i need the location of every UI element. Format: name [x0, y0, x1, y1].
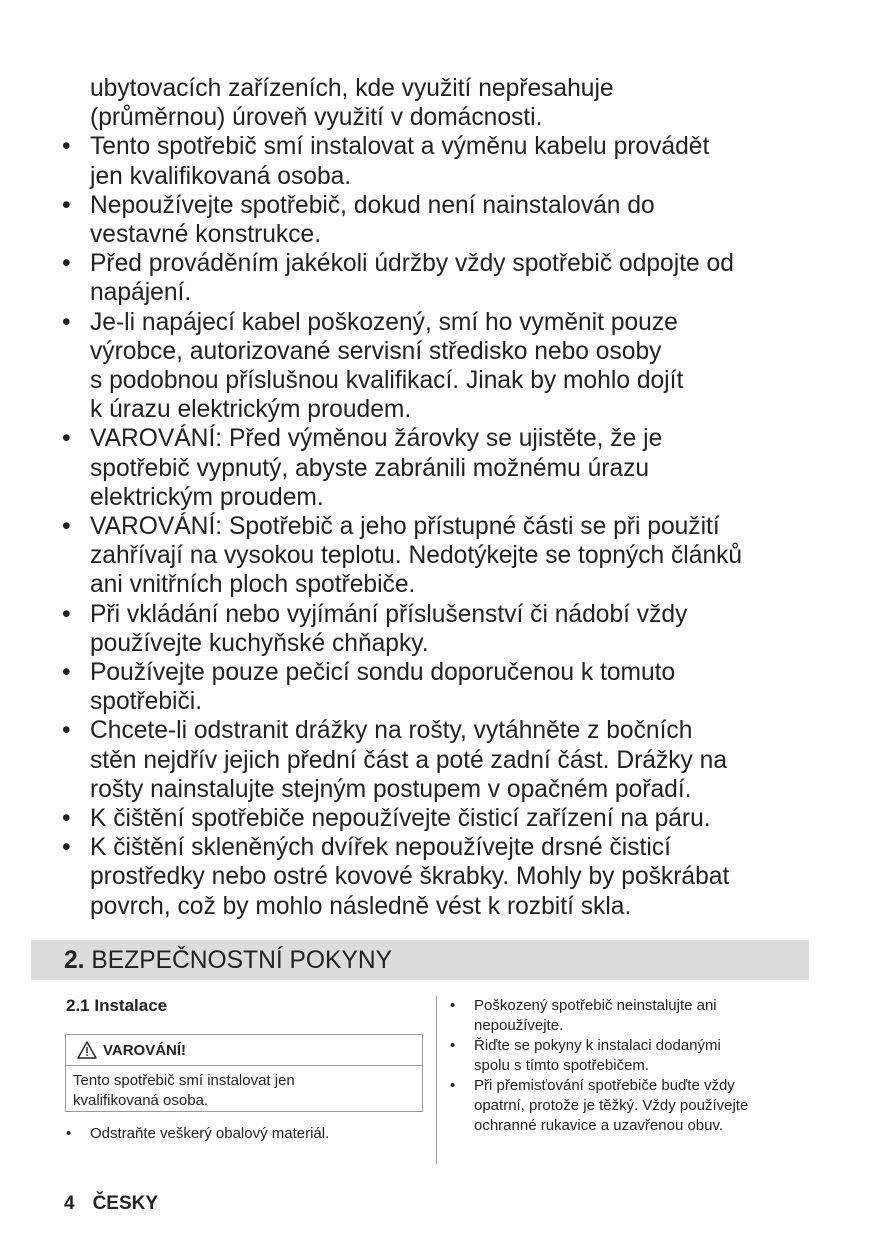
warning-triangle-icon — [77, 1041, 97, 1059]
bullet-line: s podobnou příslušnou kvalifikací. Jinak by mohlo dojít — [90, 367, 684, 395]
bullet-line: jen kvalifikovaná osoba. — [90, 162, 352, 190]
column-divider — [436, 996, 437, 1164]
bullet-item — [62, 249, 822, 307]
subsection-title: 2.1 Instalace — [66, 996, 168, 1015]
list-item-line: nepoužívejte. — [474, 1017, 564, 1034]
warning-text-line: Tento spotřebič smí instalovat jen — [73, 1072, 295, 1089]
bullet-item — [62, 132, 822, 190]
footer-language: ČESKY — [92, 1193, 159, 1214]
bullet-item — [62, 600, 822, 658]
bullet-item — [62, 658, 822, 716]
right-column-list — [450, 996, 810, 1136]
bullet-line: ani vnitřních ploch spotřebiče. — [90, 571, 416, 599]
bullet-line: povrch, což by mohlo následně vést k rozbití skla. — [90, 892, 632, 920]
bullet-line: stěn nejdřív jejich přední část a poté zadní část. Drážky na — [90, 746, 728, 774]
bullet-line: spotřebič vypnutý, abyste zabránili možnému úrazu — [90, 454, 650, 482]
bullet-line: • VAROVÁNÍ: Před výměnou žárovky se ujistěte, že je — [90, 425, 663, 453]
bullet-line: • K čištění skleněných dvířek nepoužívejte drsné čisticí — [90, 834, 671, 862]
warning-header — [66, 1035, 422, 1066]
list-item-line: • Řiďte se pokyny k instalaci dodanými — [474, 1037, 721, 1054]
section-number: 2. — [64, 947, 85, 974]
list-item-line: ochranné rukavice a uzavřenou obuv. — [474, 1117, 724, 1134]
bullet-line: • VAROVÁNÍ: Spotřebič a jeho přístupné části se při použití — [90, 513, 720, 541]
left-column-list — [66, 1124, 426, 1144]
list-item-line: opatrní, protože je těžký. Vždy používejte — [474, 1097, 749, 1114]
list-item-line: spolu s tímto spotřebičem. — [474, 1057, 650, 1074]
bullet-line: • K čištění spotřebiče nepoužívejte čisticí zařízení na páru. — [90, 805, 711, 833]
bullet-line: • Používejte pouze pečicí sondu doporučenou k tomuto — [90, 659, 676, 687]
list-item — [66, 1124, 426, 1144]
bullet-line: prostředky nebo ostré kovové škrabky. Mohly by poškrábat — [90, 863, 730, 891]
list-item-line: • Odstraňte veškerý obalový materiál. — [90, 1125, 330, 1142]
bullet-line: • Je-li napájecí kabel poškozený, smí ho vyměnit pouze — [90, 308, 678, 336]
section-title — [64, 948, 392, 974]
bullet-line: zahřívají na vysokou teplotu. Nedotýkejte se topných článků — [90, 542, 743, 570]
bullet-line: napájení. — [90, 279, 192, 307]
bullet-line: • Tento spotřebič smí instalovat a výměnu kabelu provádět — [90, 133, 710, 161]
bullet-item — [62, 716, 822, 804]
page-number: 4 — [64, 1193, 75, 1214]
list-item-line: • Poškozený spotřebič neinstalujte ani — [474, 997, 717, 1014]
intro-line: ubytovacích zařízeních, kde využití nepřesahuje — [90, 75, 614, 102]
section-header-bar — [31, 940, 809, 980]
bullet-line: • Chcete-li odstranit drážky na rošty, vytáhněte z bočních — [90, 717, 693, 745]
intro-line: (průměrnou) úroveň využití v domácnosti. — [90, 104, 543, 132]
list-item — [450, 996, 810, 1036]
warning-text-line: kvalifikovaná osoba. — [73, 1092, 209, 1109]
bullet-line: • Před prováděním jakékoli údržby vždy spotřebič odpojte od — [90, 250, 734, 278]
bullet-line: spotřebiči. — [90, 688, 203, 716]
bullet-item — [62, 512, 822, 600]
warning-label: VAROVÁNÍ! — [103, 1041, 187, 1059]
bullet-line: rošty nainstalujte stejným postupem v opačném pořadí. — [90, 775, 692, 803]
list-item-line: • Při přemisťování spotřebiče buďte vždy — [474, 1077, 735, 1094]
bullet-item — [62, 191, 822, 249]
bullet-line: výrobce, autorizované servisní středisko nebo osoby — [90, 337, 662, 365]
warning-text — [66, 1066, 422, 1111]
bullet-line: k úrazu elektrickým proudem. — [90, 396, 412, 424]
bullet-line: elektrickým proudem. — [90, 483, 324, 511]
main-body-text — [62, 74, 822, 921]
bullet-line: • Nepoužívejte spotřebič, dokud není nainstalován do — [90, 191, 655, 219]
bullet-line: vestavné konstrukce. — [90, 221, 322, 249]
warning-box — [65, 1034, 423, 1112]
bullet-item — [62, 804, 822, 833]
bullet-item — [62, 424, 822, 512]
section-title-text: BEZPEČNOSTNÍ POKYNY — [91, 947, 393, 974]
bullet-item — [62, 308, 822, 425]
bullet-line: používejte kuchyňské chňapky. — [90, 629, 429, 657]
list-item — [450, 1076, 810, 1136]
list-item — [450, 1036, 810, 1076]
bullet-line: • Při vkládání nebo vyjímání příslušenství či nádobí vždy — [90, 600, 688, 628]
page-footer — [64, 1192, 158, 1216]
bullet-item — [62, 833, 822, 921]
